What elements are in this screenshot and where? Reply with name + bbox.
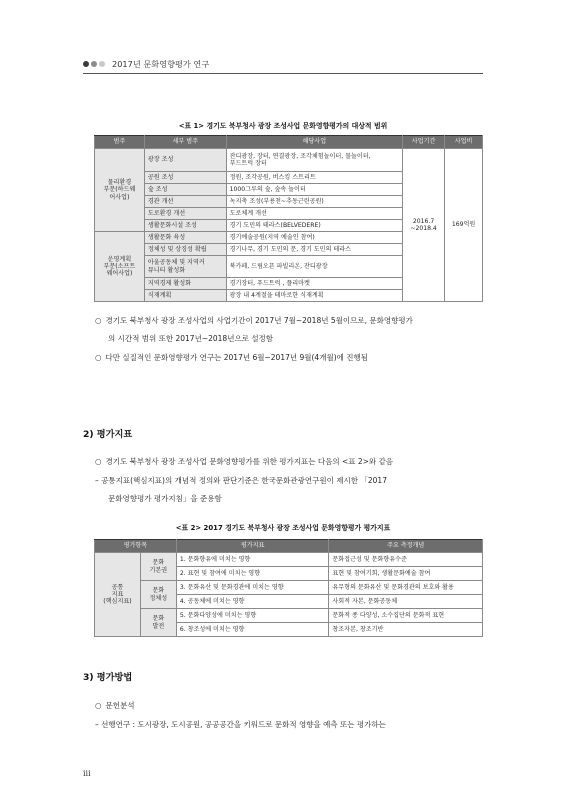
table2-header: 평가지표 [176, 540, 329, 553]
table1-desc: 경기장터, 푸드트럭 , 플리마켓 [226, 278, 403, 290]
table2-concept: 유무형의 문화유산 및 문화경관의 보호와 활용 [329, 581, 483, 595]
table1-header: 해당사업 [226, 136, 403, 149]
table-row [95, 581, 483, 595]
running-header [83, 57, 483, 71]
table1-sub: 경관 개선 [144, 196, 226, 208]
table1-sub: 숲 조성 [144, 184, 226, 196]
table1-desc: 잔디광장, 장터, 연결광장, 조각체험놀이터, 물놀이터, 푸드트럭 장터 [226, 149, 403, 172]
table2-header-row [95, 540, 483, 553]
paragraph-text: 경기도 북부청사 광장 조성사업의 사업기간이 2017년 7월~2018년 5월이므로, 문화영향평가 [105, 316, 413, 325]
table1-caption: <표 1> 경기도 북부청사 광장 조성사업 문화영향평가의 대상적 범위 [178, 122, 388, 130]
table1-sub: 지역경제 활성화 [144, 278, 226, 290]
table1-sub: 생활문화시설 조성 [144, 220, 226, 232]
table1-desc: 경기나무, 경기 도민의 문, 경기 도민의 테라스 [226, 244, 403, 256]
table2-group: 공통 지표 (핵심지표) [95, 553, 141, 637]
table2-indicator: 1. 문화향유에 미치는 영향 [176, 553, 329, 567]
running-title: 2017년 문화영향평가 연구 [112, 58, 210, 69]
table1-header-row [95, 136, 483, 149]
paragraph-text: 다만 실질적인 문화영향평가 연구는 2017년 6월~2017년 9월(4개월)에 진행됨 [105, 353, 368, 362]
table1-period: 2016.7 ~2018.4 [403, 149, 445, 302]
section2-dash-item-cont: 문화영향평가 평가지침」을 준용함 [108, 494, 222, 503]
table1-desc: 광장 내 4계절을 테마로한 식재계획 [226, 290, 403, 302]
section-heading-3: 3) 평가방법 [83, 672, 133, 683]
table1-sub: 정체성 및 상징성 확립 [144, 244, 226, 256]
table-row [95, 149, 483, 172]
table1-desc: 북카페, 드림오픈 파빌리온, 잔디광장 [226, 256, 403, 278]
table1-sub: 아울공동체 및 지역커 뮤니티 활성화 [144, 256, 226, 278]
table2-concept: 문화접근성 및 문화향유수준 [329, 553, 483, 567]
table1-header: 세부 범주 [144, 136, 226, 149]
table2-subgroup: 문화 정체성 [140, 581, 176, 609]
bullet-circle-icon: ○ [95, 353, 102, 362]
section3-dash-item: – 선행연구 : 도시광장, 도시공원, 공공공간을 키워드로 문화적 영향을 예측 또는 평가하는 [95, 720, 386, 729]
table2-concept: 창조자본, 창조기반 [329, 623, 483, 637]
table2-indicator: 5. 문화다양성에 미치는 영향 [176, 609, 329, 623]
table2 [94, 539, 483, 637]
section3-paragraph [95, 700, 135, 711]
header-dots-icon [83, 61, 107, 67]
table-row [95, 553, 483, 567]
table2-indicator: 6. 창조성에 미치는 영향 [176, 623, 329, 637]
paragraph-text: 경기도 북부청사 광장 조성사업 문화영향평가를 위한 평가지표는 다음의 <표 2>와 같음 [105, 457, 394, 466]
table1-budget: 169억원 [445, 149, 483, 302]
table1-desc: 경기예술공원(지역 예술인 참여) [226, 232, 403, 244]
table-row [95, 609, 483, 623]
table1-header: 사업기간 [403, 136, 445, 149]
section2-paragraph [95, 456, 393, 467]
paragraph-1-cont: 의 시간적 범위 또한 2017년~2018년으로 설정함 [108, 334, 274, 343]
table2-concept: 문화적 종 다양성, 소수집단의 문화적 표현 [329, 609, 483, 623]
table1-desc: 경기 도민의 테라스(BELVEDERE) [226, 220, 403, 232]
table2-indicator: 2. 표현 및 참여에 미치는 영향 [176, 567, 329, 581]
table1-sub: 공원 조성 [144, 172, 226, 184]
section2-dash-item: – 공통지표(핵심지표)의 개념적 정의와 판단기준은 한국문화관광연구원이 제시한 「2017 [95, 476, 387, 485]
table1-sub: 식재계획 [144, 290, 226, 302]
paragraph-text: 문헌분석 [105, 701, 135, 710]
table1-desc: 녹지축 조성(부용천~추동근린공원) [226, 196, 403, 208]
table2-caption: <표 2> 2017 경기도 북부청사 광장 조성사업 문화영향평가 평가지표 [175, 524, 391, 532]
table2-header: 평가항목 [95, 540, 177, 553]
bullet-circle-icon: ○ [95, 316, 102, 325]
header-rule [83, 73, 483, 74]
page-number: iii [83, 769, 91, 778]
table2-concept: 표현 및 참여기회, 생활문화예술 참여 [329, 567, 483, 581]
table2-subgroup: 문화 기본권 [140, 553, 176, 581]
bullet-circle-icon: ○ [95, 457, 102, 466]
table1-desc: 도로체계 개선 [226, 208, 403, 220]
table1 [94, 135, 483, 302]
table2-concept: 사회적 자본, 문화공동체 [329, 595, 483, 609]
table1-group-operation: 운영계획 부문(소프트 웨어사업) [95, 232, 145, 302]
table1-sub: 광장 조성 [144, 149, 226, 172]
table1-group-physical: 물리환경 부문(하드웨 어사업) [95, 149, 145, 232]
table1-sub: 도로환경 개선 [144, 208, 226, 220]
table2-indicator: 4. 공동체에 미치는 영향 [176, 595, 329, 609]
table2-header: 주요 측정개념 [329, 540, 483, 553]
paragraph-2 [95, 352, 368, 363]
table2-indicator: 3. 문화유산 및 문화경관에 미치는 영향 [176, 581, 329, 595]
table1-sub: 생활문화 육성 [144, 232, 226, 244]
table1-header: 사업비 [445, 136, 483, 149]
table1-desc: 정원, 조각공원, 버스킹 스트리트 [226, 172, 403, 184]
table2-subgroup: 문화 발전 [140, 609, 176, 637]
table1-desc: 1000그루의 숲, 숲속 놀이터 [226, 184, 403, 196]
table1-header: 범주 [95, 136, 145, 149]
paragraph-1 [95, 315, 413, 326]
section-heading-2: 2) 평가지표 [83, 429, 133, 440]
bullet-circle-icon: ○ [95, 701, 102, 710]
